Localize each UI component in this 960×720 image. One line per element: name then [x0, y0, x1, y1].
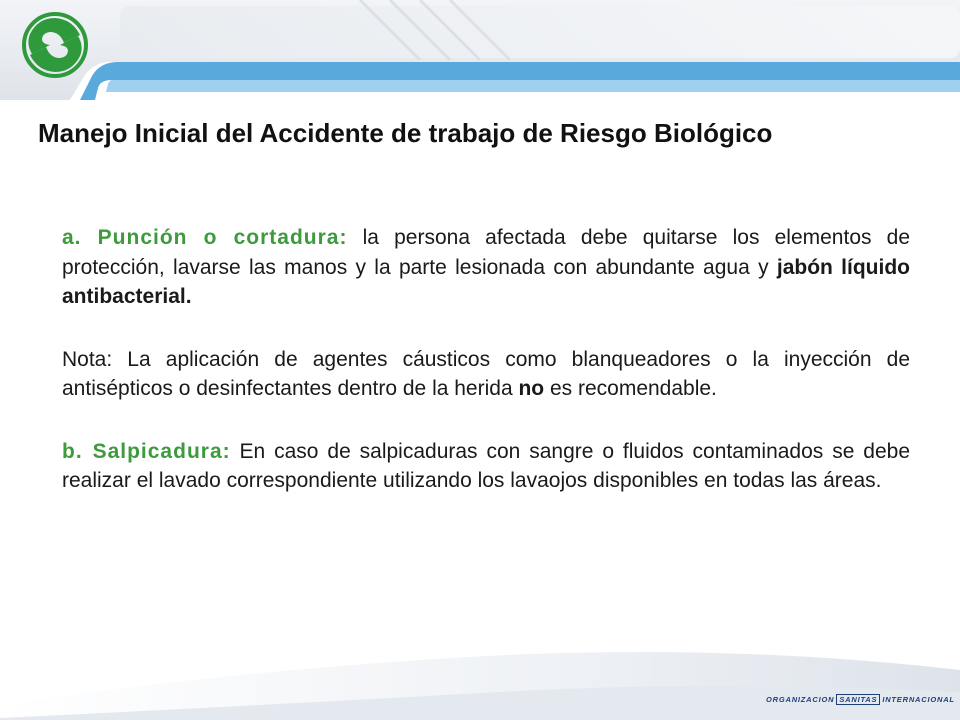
footer-org-boxed: SANITAS: [836, 694, 880, 705]
footer-logo: [762, 689, 955, 709]
page-title: Manejo Inicial del Accidente de trabajo de Riesgo Biológico: [38, 118, 773, 148]
text-puncion: la persona afectada debe quitarse los elementos de protección, lavarse las manos y la parte lesionada con abundante agua y: [62, 226, 911, 279]
footer-org-suffix: INTERNACIONAL: [882, 694, 955, 704]
sanitas-s-logo: [20, 10, 90, 80]
bold-jabon: jabón líquido antibacterial.: [62, 255, 910, 308]
footer-org-prefix: ORGANIZACION: [766, 694, 835, 704]
text-salpicadura: En caso de salpicaduras con sangre o fluidos contaminados se debe realizar el lavado correspondiente utilizando los lavaojos disponibles en todas las áreas.: [62, 439, 911, 492]
text-nota-1: Nota: La aplicación de agentes cáusticos como blanqueadores o la inyección de antisépticos o desinfectantes dentro de la herida: [62, 347, 910, 400]
footer-org-name: [766, 695, 955, 704]
paragraph-puncion: [62, 223, 910, 312]
content-body: [62, 223, 910, 529]
label-salpicadura: b. Salpicadura:: [62, 439, 231, 463]
bold-no: no: [518, 377, 545, 400]
label-puncion: a. Punción o cortadura:: [62, 226, 348, 249]
header-band: [0, 0, 960, 100]
paragraph-salpicadura: [62, 437, 910, 496]
paragraph-nota: [62, 345, 910, 404]
text-nota-2: es recomendable.: [544, 377, 717, 400]
